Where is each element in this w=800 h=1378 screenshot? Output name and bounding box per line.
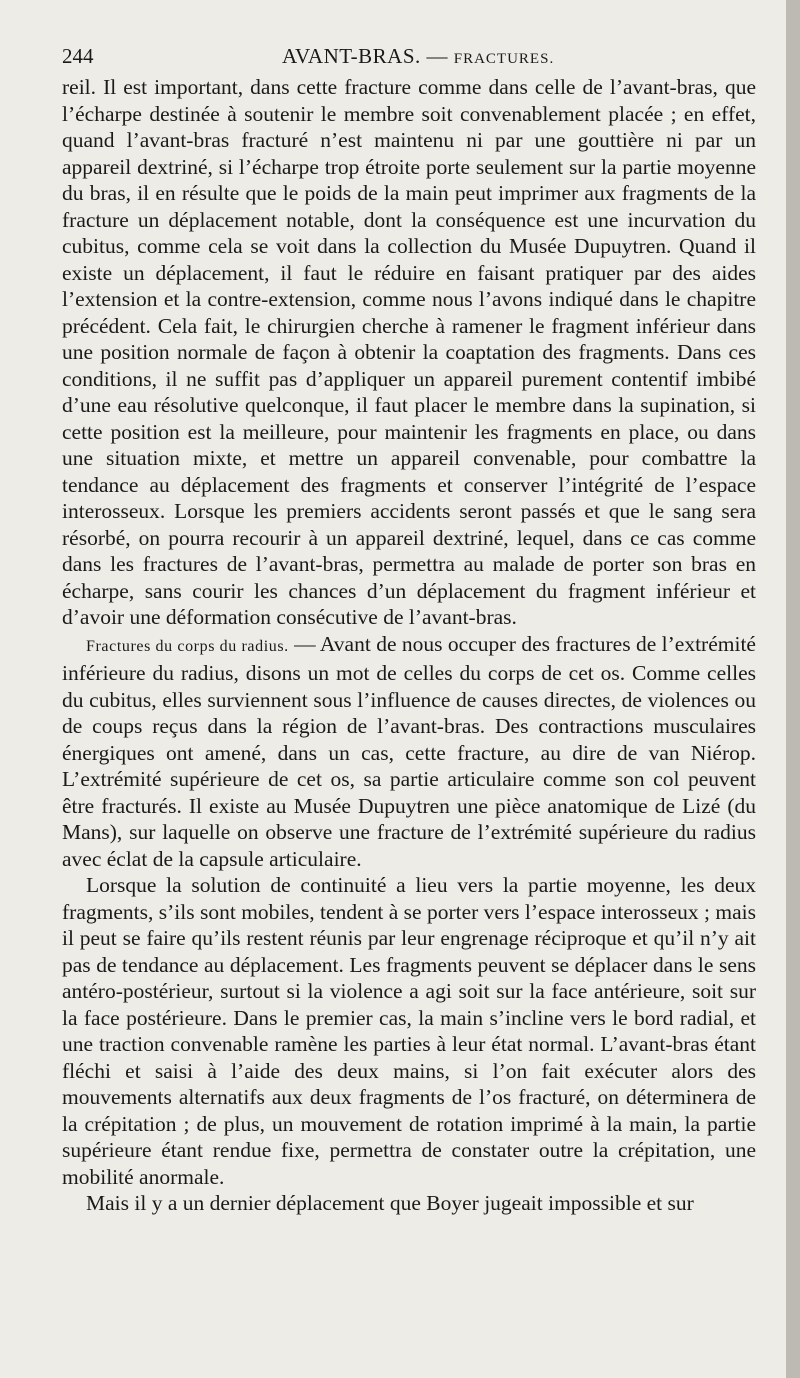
running-head	[282, 44, 554, 69]
page-number: 244	[62, 44, 94, 68]
page-edge	[786, 0, 800, 1378]
paragraph-last-line: Mais il y a un dernier déplacement que Boyer jugeait impossible et sur	[86, 1191, 694, 1215]
paragraph-radius-shaft	[62, 631, 756, 873]
paragraph-continuation: reil. Il est important, dans cette fracture comme dans celle de l’avant-bras, que l’écharpe destinée à soutenir le membre soit convenablement placée ; en effet, quand l’avant-bras fracturé n’est maintenu ni par une gouttière ni par un appareil dextriné, si l’écharpe trop étroite porte seulement sur la partie moyenne du bras, il en résulte que le poids de la main peut imprimer aux fragments de la fracture un déplacement notable, dont la conséquence est une incurvation du cubitus, comme cela se voit dans la collection du Musée Dupuytren. Quand il existe un déplacement, il faut le réduire en faisant pratiquer par des aides l’extension et la contre-extension, comme nous l’avons indiqué dans le chapitre précédent. Cela fait, le chirurgien cherche à ramener le fragment inférieur dans une position normale de façon à obtenir la coaptation des fragments. Dans ces conditions, il ne suffit pas d’appliquer un appareil purement contentif imbibé d’une eau résolutive quelconque, il faut placer le membre dans la supination, si cette position est la meilleure, pour maintenir les fragments en place, ou dans une situation mixte, et mettre un appareil convenable, pour combattre la tendance au déplacement des fragments et conserver l’intégrité de l’espace interosseux. Lorsque les premiers accidents seront passés et que le sang sera résorbé, on pourra recourir à un appareil dextriné, lequel, dans ce cas comme dans les fractures de l’avant-bras, permettra au malade de porter son bras en écharpe, sans courir les chances d’un déplacement du fragment inférieur et d’avoir une déformation consécutive de l’avant-bras.	[62, 75, 756, 629]
paragraph-displacement: Lorsque la solution de continuité a lieu vers la partie moyenne, les deux fragments, s’ils sont mobiles, tendent à se porter vers l’espace interosseux ; mais il peut se faire qu’ils restent réunis par leur engrenage réciproque et qu’il n’y ait pas de tendance au déplacement. Les fragments peuvent se déplacer dans le sens antéro-postérieur, surtout si la violence a agi soit sur la face antérieure, soit sur la face postérieure. Dans le premier cas, la main s’incline vers le bord radial, et une traction convenable ramène les parties à leur état normal. L’avant-bras étant fléchi et saisi à l’aide des deux mains, si l’on fait exécuter alors des mouvements alternatifs aux deux fragments de l’os fracturé, on déterminera de la crépitation ; de plus, un mouvement de rotation imprimé à la main, la partie supérieure étant rendue fixe, permettra de constater outre la crépitation, une mobilité anormale.	[62, 873, 756, 1189]
running-head-section: FRACTURES.	[453, 51, 555, 67]
body-text	[62, 74, 756, 1217]
running-head-main: AVANT-BRAS.	[282, 44, 421, 68]
section-heading: Fractures du corps du radius.	[86, 637, 289, 655]
page-header	[62, 44, 756, 72]
paragraph-text: — Avant de nous occuper des fractures de l’extrémité inférieure du radius, disons un mot de celles du corps de cet os. Comme celles du cubitus, elles surviennent sous l’influence de causes directes, de violences ou de coups reçus dans la région de l’avant-bras. Des contractions musculaires énergiques ont amené, dans un cas, cette fracture, au dire de van Niérop. L’extrémité supérieure de cet os, sa partie articulaire comme son col peuvent être fracturés. Il existe au Musée Dupuytren une pièce anatomique de Lizé (du Mans), sur laquelle on observe une fracture de l’extrémité supérieure du radius avec éclat de la capsule articulaire.	[62, 631, 756, 871]
running-head-dash: —	[420, 44, 454, 68]
